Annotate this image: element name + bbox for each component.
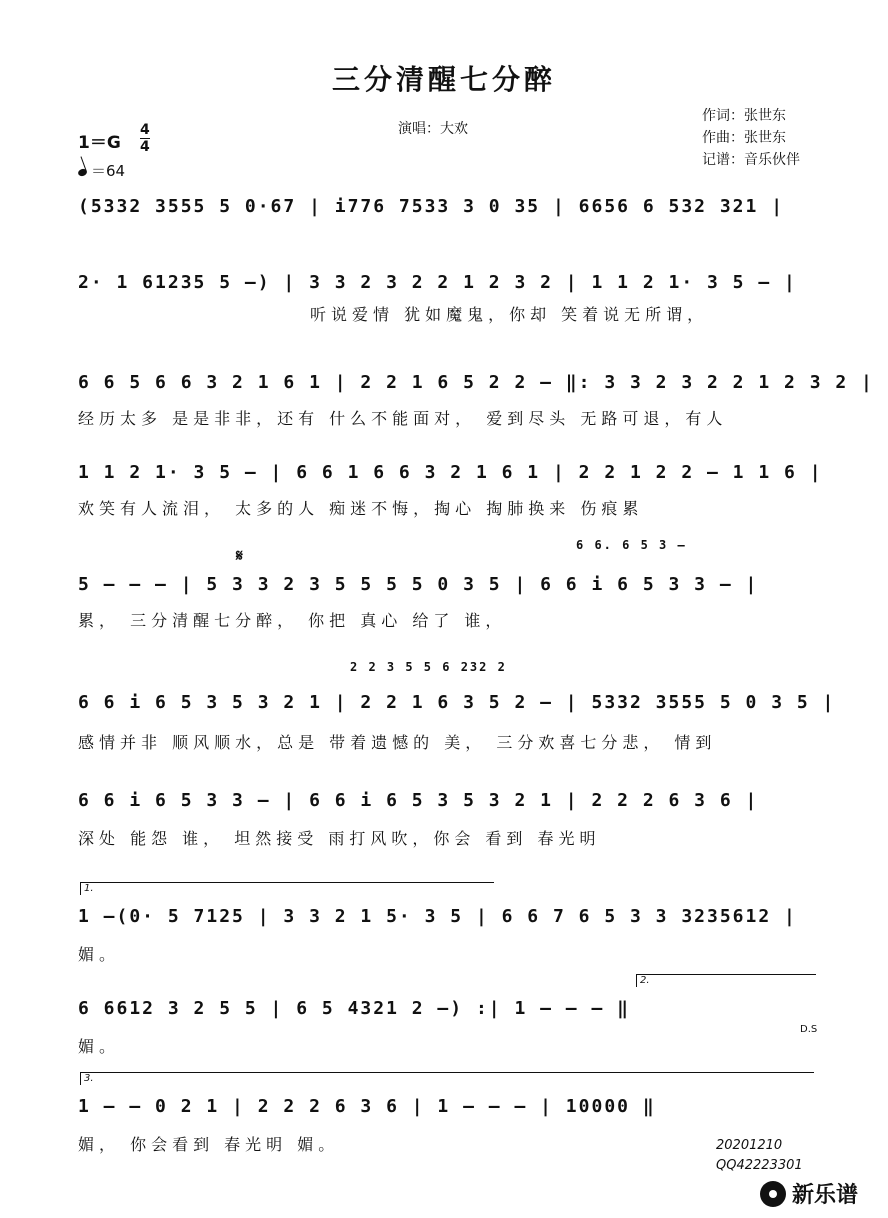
credits: [702, 105, 800, 171]
time-signature: [140, 122, 150, 155]
key-signature: 1＝G: [78, 133, 121, 153]
row-3-lyrics: 经历太多 是是非非，还有 什么不能面对， 爱到尽头 无路可退，有人: [78, 409, 728, 428]
footer-qq: QQ42223301: [716, 1158, 803, 1173]
time-sig-top: 4: [140, 122, 150, 138]
row-1-notes: (5332 3555 5 0·67 | i776 7533 3 0 35 | 6656 6 532 321 |: [78, 196, 785, 217]
disc-icon: [760, 1181, 786, 1207]
row-6-upper-notes: 2 2 3 5 5 6 232 2: [350, 660, 507, 674]
row-10-notes: 1 – – 0 2 1 | 2 2 2 6 3 6 | 1 – – – | 10000 ‖: [78, 1096, 656, 1117]
footer-date: 20201210: [716, 1138, 783, 1153]
row-6-notes: 6 6 i 6 5 3 5 3 2 1 | 2 2 1 6 3 5 2 – | 5332 3555 5 0 3 5 |: [78, 692, 836, 713]
row-3-notes: 6 6 5 6 6 3 2 1 6 1 | 2 2 1 6 5 2 2 – ‖: 3 3 2 3 2 2 1 2 3 2 |: [78, 372, 874, 393]
ds-marking: D.S: [800, 1024, 818, 1035]
row-7-lyrics: 深处 能怨 谁， 坦然接受 雨打风吹，你会 看到 春光明: [78, 829, 601, 848]
quarter-note-icon: [77, 168, 88, 178]
row-10-lyrics: 媚， 你会看到 春光明 媚。: [78, 1135, 340, 1154]
row-7-notes: 6 6 i 6 5 3 3 – | 6 6 i 6 5 3 5 3 2 1 | 2 2 2 6 3 6 |: [78, 790, 759, 811]
brand-logo: [760, 1178, 858, 1209]
row-9-notes: 6 6612 3 2 5 5 | 6 5 4321 2 –) :| 1 – – – ‖: [78, 998, 630, 1019]
volta-1: 1.: [80, 882, 494, 895]
row-2-lyrics: 听说爱情 犹如魔鬼，你却 笑着说无所谓，: [310, 305, 709, 324]
row-4-notes: 1 1 2 1· 3 5 – | 6 6 1 6 6 3 2 1 6 1 | 2 2 1 2 2 – 1 1 6 |: [78, 462, 823, 483]
lyricist: 作词：张世东: [702, 108, 786, 124]
tempo-value: ＝64: [91, 162, 126, 180]
singer: 演唱：大欢: [398, 121, 468, 137]
row-5-lyrics: 累， 三分清醒七分醉， 你把 真心 给了 谁，: [78, 611, 507, 630]
volta-3: 3.: [80, 1072, 814, 1085]
time-sig-bottom: 4: [140, 139, 150, 155]
row-6-lyrics: 感情并非 顺风顺水，总是 带着遗憾的 美， 三分欢喜七分悲， 情到: [78, 733, 717, 752]
row-9-lyrics: 媚。: [78, 1037, 121, 1056]
composer: 作曲：张世东: [702, 130, 786, 146]
row-5-notes: 5 – – – | 5 3 3 2 3 5 5 5 5 0 3 5 | 6 6 i 6 5 3 3 – |: [78, 574, 759, 595]
row-2-notes: 2· 1 61235 5 –) | 3 3 2 3 2 2 1 2 3 2 | 1 1 2 1· 3 5 – |: [78, 272, 797, 293]
brand-name: 新乐谱: [792, 1183, 859, 1208]
row-8-lyrics: 媚。: [78, 945, 121, 964]
row-4-lyrics: 欢笑有人流泪， 太多的人 痴迷不悔，掏心 掏肺换来 伤痕累: [78, 499, 644, 518]
row-8-notes: 1 –(0· 5 7125 | 3 3 2 1 5· 3 5 | 6 6 7 6 5 3 3 3235612 |: [78, 906, 797, 927]
tempo-marking: [78, 160, 125, 181]
transcriber: 记谱：音乐伙伴: [702, 152, 800, 168]
volta-2: 2.: [636, 974, 816, 987]
song-title: 三分清醒七分醉: [331, 63, 556, 96]
row-5-upper-notes: 6 6. 6 5 3 –: [576, 538, 687, 552]
segno-icon: 𝄋: [236, 546, 243, 565]
